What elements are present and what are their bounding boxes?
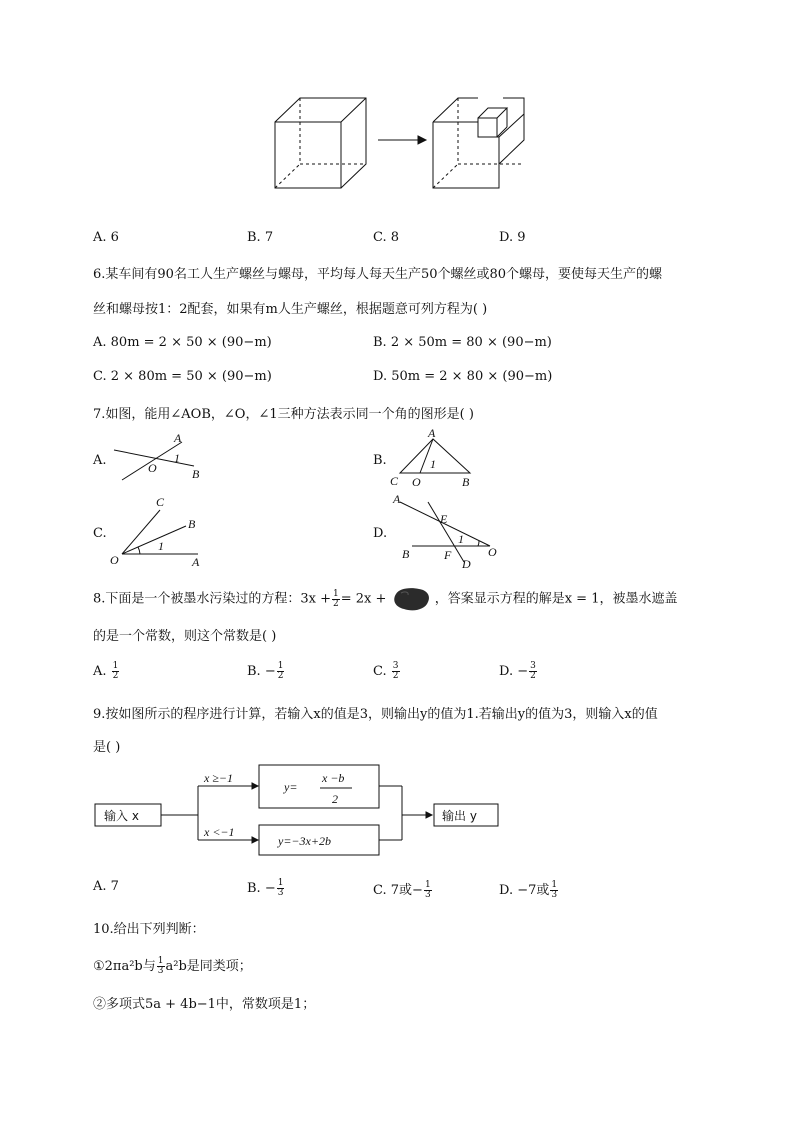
q6-option-a: A. 80m = 2 × 50 × (90−m) — [93, 335, 272, 350]
label-O: O — [148, 461, 157, 475]
q6-option-c: C. 2 × 80m = 50 × (90−m) — [93, 369, 272, 384]
q8-option-a: A. $\frac{1}{2}$ — [93, 661, 119, 681]
q7-figure-d — [390, 488, 505, 570]
label-A: A — [192, 555, 200, 568]
output-label: 输出 y — [442, 809, 477, 823]
label-B: B — [188, 517, 196, 531]
q7-figure-a — [110, 430, 210, 485]
q8-option-d: D. − $\frac{3}{2}$ — [499, 661, 536, 681]
q9-stem-line2: 是( ) — [93, 740, 121, 755]
q9-flowchart — [90, 760, 510, 865]
q7-option-b-label: B. — [373, 453, 387, 468]
q5-option-b: B. 7 — [247, 230, 274, 245]
q7-figure-c — [108, 492, 208, 568]
q5-option-a: A. 6 — [93, 230, 119, 245]
label-B: B — [192, 467, 200, 481]
input-label: 输入 x — [104, 809, 139, 823]
label-E: E — [440, 512, 448, 526]
label-F: F — [444, 548, 452, 562]
label-A: A — [174, 431, 182, 445]
q10-stem: 10.给出下列判断： — [93, 922, 205, 937]
q9-option-a: A. 7 — [93, 879, 119, 894]
formula-top-box — [259, 765, 379, 808]
q9-stem-line1: 9.按如图所示的程序进行计算，若输入x的值是3，则输出y的值为1.若输出y的值为3，则输入x的值 — [93, 707, 658, 722]
label-C: C — [156, 495, 165, 509]
label-A: A — [393, 492, 401, 506]
q7-figure-b — [388, 425, 478, 490]
q9-option-b: B. − $\frac{1}{3}$ — [247, 878, 284, 898]
fraction: $\frac{1}{2}$ — [333, 588, 339, 609]
q5-option-d: D. 9 — [499, 230, 526, 245]
label-D: D — [462, 557, 471, 570]
q8-stem-line1: 8.下面是一个被墨水污染过的方程：3x + $\frac{1}{2}$ = 2x + ，答案显示方程的解是x = 1，被墨水遮盖 — [93, 586, 677, 612]
label-O: O — [488, 545, 497, 559]
cond-bottom: x <−1 — [204, 825, 235, 839]
arrow-icon — [418, 136, 426, 144]
cond-top: x ≥−1 — [204, 771, 234, 785]
q6-option-d: D. 50m = 2 × 80 × (90−m) — [373, 369, 553, 384]
q8-stem-line2: 的是一个常数，则这个常数是( ) — [93, 629, 277, 644]
label-O: O — [412, 475, 421, 489]
q7-option-c-label: C. — [93, 526, 107, 541]
q10-item-2: ②多项式5a + 4b−1中，常数项是1； — [93, 997, 316, 1012]
q9-option-c: C. 7或− $\frac{1}{3}$ — [373, 880, 431, 900]
q6-stem-line1: 6.某车间有90名工人生产螺丝与螺母，平均每人每天生产50个螺丝或80个螺母，要使每天生产的螺 — [93, 267, 663, 282]
formula-top-num: x −b — [322, 771, 345, 785]
q6-stem-line2: 丝和螺母按1：2配套，如果有m人生产螺丝，根据题意可列方程为( ) — [93, 302, 488, 317]
label-O: O — [110, 553, 119, 567]
q9-option-d: D. −7或 $\frac{1}{3}$ — [499, 880, 558, 900]
q8-option-b: B. − $\frac{1}{2}$ — [247, 661, 284, 681]
label-1: 1 — [430, 457, 436, 471]
cube-figure — [270, 92, 530, 194]
formula-bottom: y=−3x+2b — [278, 834, 331, 848]
label-A: A — [428, 426, 436, 440]
label-B: B — [402, 547, 410, 561]
label-1: 1 — [458, 532, 464, 546]
label-C: C — [390, 474, 399, 488]
q6-option-b: B. 2 × 50m = 80 × (90−m) — [373, 335, 552, 350]
q7-option-d-label: D. — [373, 526, 388, 541]
formula-top-den: 2 — [332, 792, 338, 806]
q7-option-a-label: A. — [93, 453, 107, 468]
label-1: 1 — [174, 451, 180, 465]
q5-option-c: C. 8 — [373, 230, 400, 245]
ink-blot-icon — [391, 586, 431, 612]
q10-item-1: ①2πa²b与 $\frac{1}{3}$ a²b是同类项； — [93, 956, 252, 976]
formula-top-lhs: y= — [284, 780, 298, 794]
q7-stem: 7.如图，能用∠AOB，∠O，∠1三种方法表示同一个角的图形是( ) — [93, 407, 474, 422]
label-B: B — [462, 475, 470, 489]
label-1: 1 — [158, 539, 164, 553]
q8-option-c: C. $\frac{3}{2}$ — [373, 661, 399, 681]
